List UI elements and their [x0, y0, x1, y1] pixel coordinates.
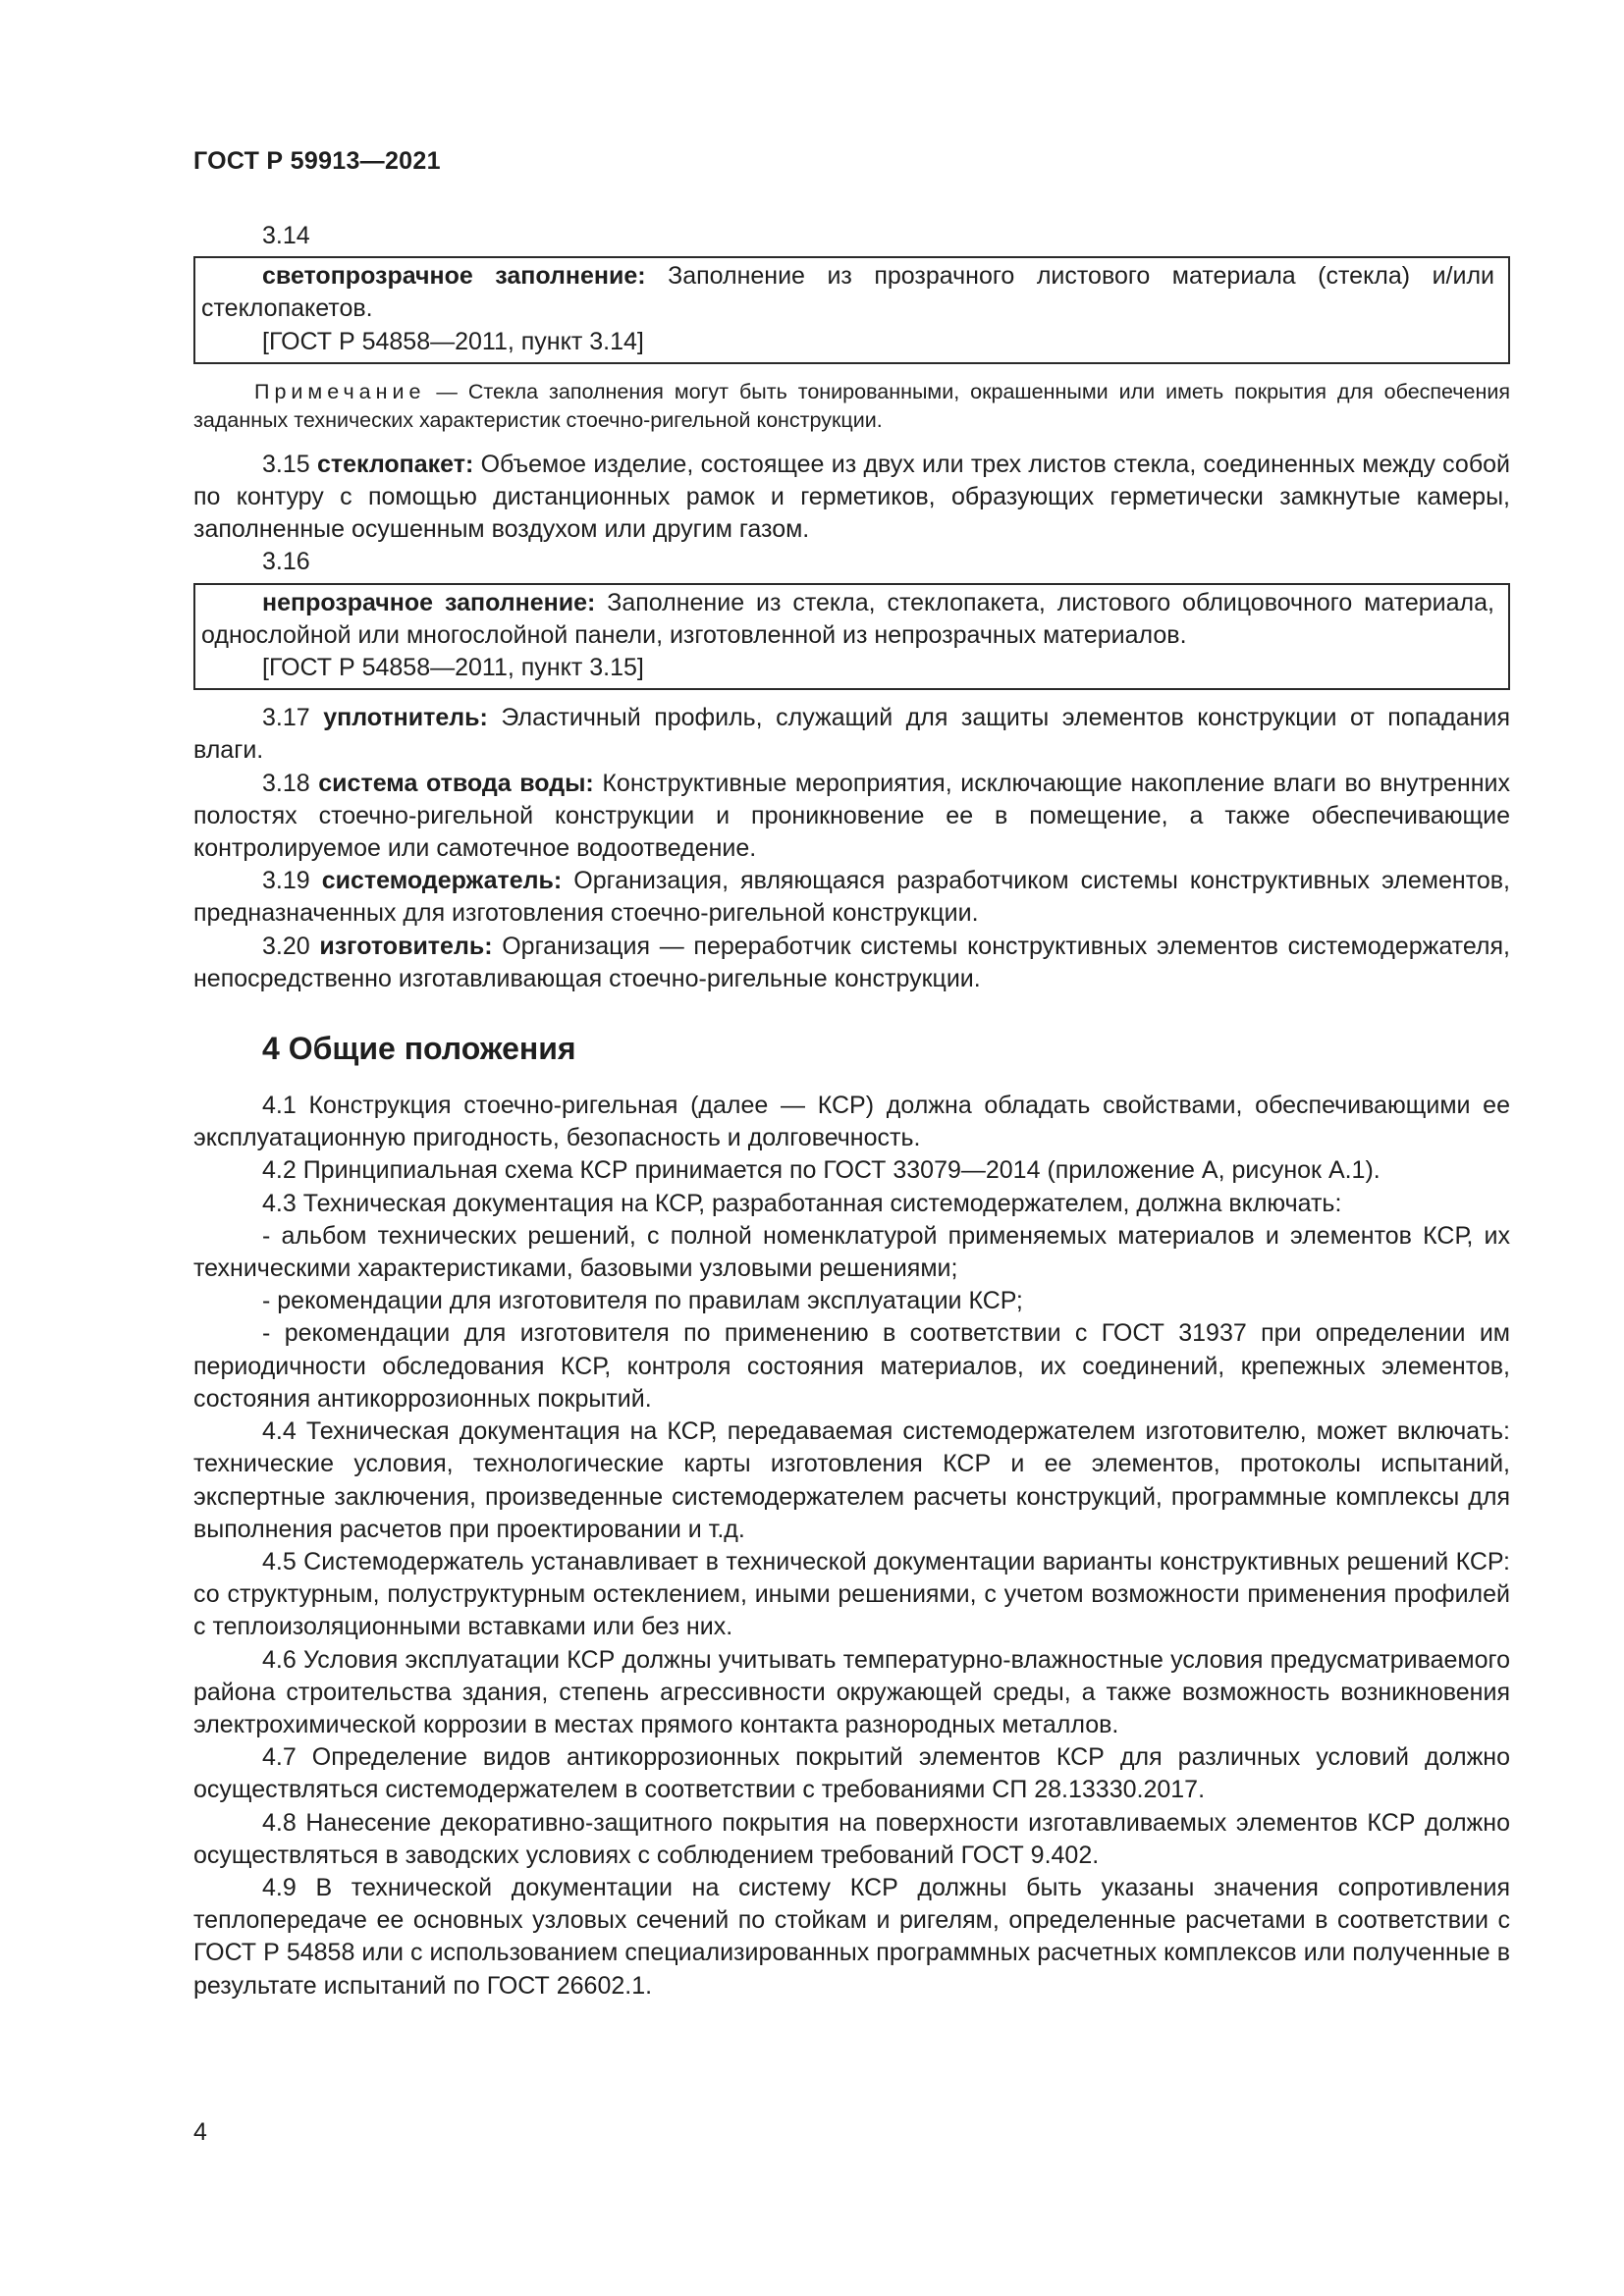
- term-definition: 3.17 уплотнитель: Эластичный профиль, служащий для защиты элементов конструкции от попадания влаги.: [193, 704, 1510, 765]
- definition-text: Заполнение из стекла, стеклопакета, листового облицовочного материала, однослойной или многослойной панели, изготовленной из непрозрачных материалов.: [201, 588, 1494, 649]
- paragraph: 4.7 Определение видов антикоррозионных покрытий элементов КСР для различных условий должно осуществляться системодержателем в соответствии с требованиями СП 28.13330.2017.: [193, 1743, 1510, 1804]
- term-name: системодержатель:: [321, 867, 563, 895]
- paragraph: 4.9 В технической документации на систему КСР должны быть указаны значения сопротивления теплопередаче ее основных узловых сечений по стойкам и ригелям, определенные расчетами в соответствии с ГОСТ Р 54858 или с использованием специализированных программных расчетных комплексов или полученные в результате испытаний по ГОСТ 26602.1.: [193, 1873, 1510, 2000]
- list-item: - альбом технических решений, с полной номенклатурой применяемых материалов и элементов КСР, их техническими характеристиками, базовыми узловыми решениями;: [193, 1221, 1510, 1283]
- page-content: [193, 220, 1510, 2002]
- term-number: 3.14: [262, 222, 310, 249]
- paragraph: 4.8 Нанесение декоративно-защитного покрытия на поверхности изготавливаемых элементов КСР должно осуществляться в заводских условиях с соблюдением требований ГОСТ 9.402.: [193, 1808, 1510, 1869]
- paragraph: 4.1 Конструкция стоечно-ригельная (далее — КСР) должна обладать свойствами, обеспечивающими ее эксплуатационную пригодность, безопасность и долговечность.: [193, 1092, 1510, 1152]
- term-name: светопрозрачное заполнение:: [262, 262, 646, 291]
- paragraph: 4.4 Техническая документация на КСР, передаваемая системодержателем изготовителю, может включать: технические условия, технологические карты изготовления КСР и ее элементов, протоколы испытаний, экспертные заключения, произведенные системодержателем расчеты конструкций, программные комплексы для выполнения расчетов при проектировании и т.д.: [193, 1417, 1510, 1543]
- term-definition-box: [193, 583, 1510, 691]
- term-name: непрозрачное заполнение:: [262, 588, 596, 616]
- paragraph: 4.3 Техническая документация на КСР, разработанная системодержателем, должна включать:: [262, 1189, 1342, 1217]
- note-text: — Стекла заполнения могут быть тонированными, окрашенными или иметь покрытия для обеспечения заданных технических характеристик стоечно-ригельной конструкции.: [193, 379, 1510, 432]
- document-header: ГОСТ Р 59913—2021: [193, 147, 441, 175]
- term-reference: [ГОСТ Р 54858—2011, пункт 3.15]: [262, 654, 644, 682]
- term-number: 3.16: [262, 548, 310, 576]
- list-item: - рекомендации для изготовителя по применению в соответствии с ГОСТ 31937 при определении им периодичности обследования КСР, контроля состояния материалов, их соединений, крепежных элементов, состояния антикоррозионных покрытий.: [193, 1319, 1510, 1413]
- note: [193, 378, 1510, 435]
- term-reference: [ГОСТ Р 54858—2011, пункт 3.14]: [262, 327, 644, 355]
- term-definition: 3.15 стеклопакет: Объемое изделие, состоящее из двух или трех листов стекла, соединенных между собой по контуру с помощью дистанционных рамок и герметиков, образующих герметически замкнутые камеры, заполненные осушенным воздухом или другим газом.: [193, 450, 1511, 544]
- term-name: система отвода воды:: [318, 769, 594, 797]
- definition-text: Заполнение из прозрачного листового материала (стекла) и/или стеклопакетов.: [201, 262, 1495, 323]
- page-number: 4: [193, 2118, 207, 2146]
- note-label: Примечание: [254, 379, 426, 403]
- term-definition: [201, 260, 1494, 325]
- section-heading: 4 Общие положения: [262, 1031, 576, 1067]
- paragraph: 4.5 Системодержатель устанавливает в технической документации варианты конструктивных решений КСР: со структурным, полуструктурным остеклением, иными решениями, с учетом возможности применения профилей с теплоизоляционными вставками или без них.: [193, 1547, 1510, 1641]
- term-name: изготовитель:: [319, 932, 493, 960]
- term-name: уплотнитель:: [323, 704, 488, 732]
- term-name: стеклопакет:: [316, 450, 474, 478]
- list-item: - рекомендации для изготовителя по правилам эксплуатации КСР;: [262, 1287, 1023, 1315]
- term-definition: 3.19 системодержатель: Организация, являющаяся разработчиком системы конструктивных элементов, предназначенных для изготовления стоечно-ригельной конструкции.: [193, 867, 1510, 928]
- term-definition: 3.18 система отвода воды: Конструктивные мероприятия, исключающие накопление влаги во внутренних полостях стоечно-ригельной конструкции и проникновение ее в помещение, а также обеспечивающие контролируемое или самотечное водоотведение.: [193, 769, 1510, 863]
- paragraph: 4.2 Принципиальная схема КСР принимается по ГОСТ 33079—2014 (приложение А, рисунок А.1).: [262, 1156, 1380, 1185]
- term-definition: [201, 587, 1494, 652]
- term-definition-box: [193, 256, 1510, 364]
- term-definition: 3.20 изготовитель: Организация — переработчик системы конструктивных элементов системодержателя, непосредственно изготавливающая стоечно-ригельные конструкции.: [193, 932, 1510, 992]
- paragraph: 4.6 Условия эксплуатации КСР должны учитывать температурно-влажностные условия предусматриваемого района строительства здания, степень агрессивности окружающей среды, а также возможность возникновения электрохимической коррозии в местах прямого контакта разнородных металлов.: [193, 1645, 1510, 1738]
